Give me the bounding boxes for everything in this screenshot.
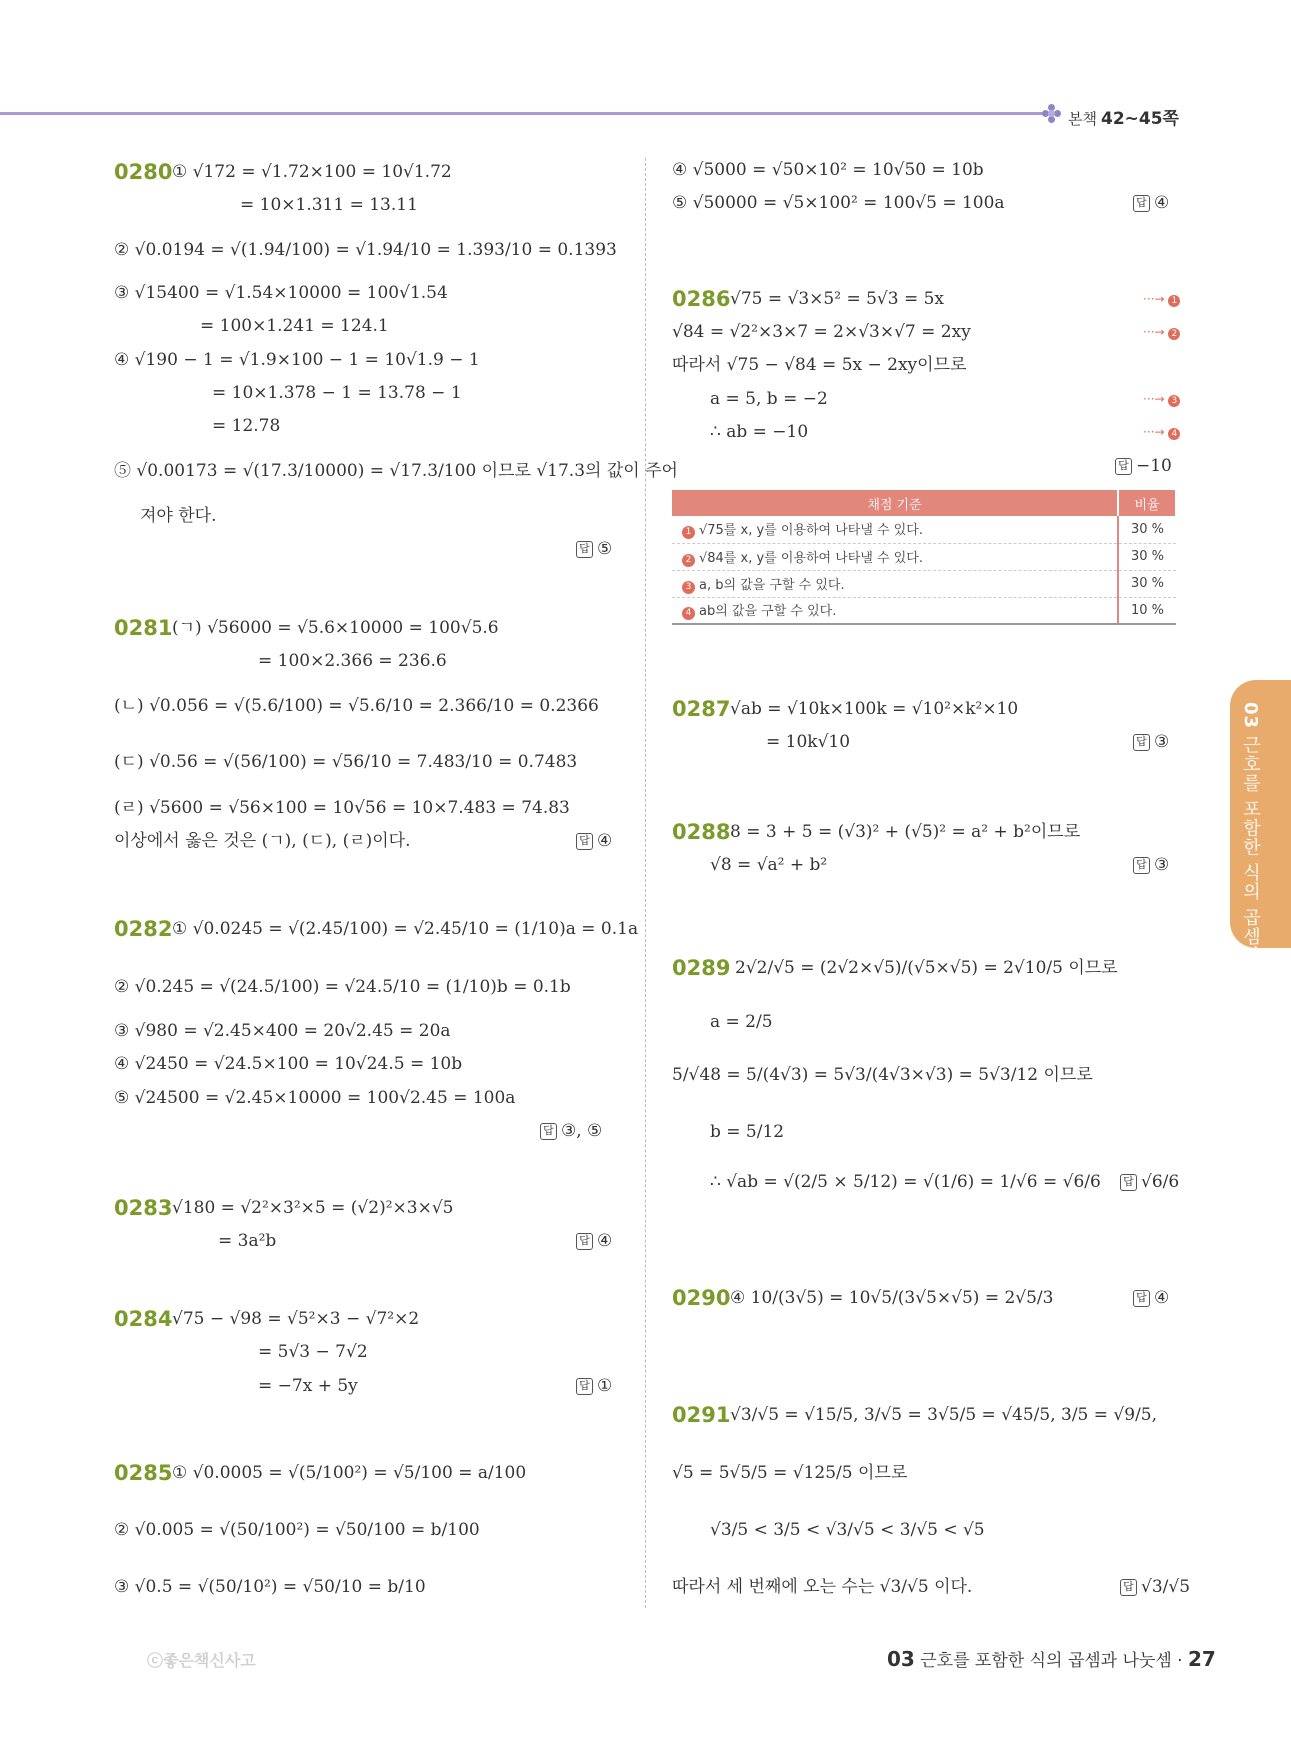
solution-line: ⑤ √24500 = √2.45×10000 = 100√2.45 = 100a xyxy=(114,1088,516,1108)
solution-line: = 100×2.366 = 236.6 xyxy=(258,651,447,671)
problem-number: 0291 xyxy=(672,1403,731,1427)
solution-line: = 10×1.378 − 1 = 13.78 − 1 xyxy=(212,383,462,403)
grading-header: 비율 xyxy=(1118,490,1176,516)
solution-line: = 5√3 − 7√2 xyxy=(258,1342,368,1362)
table-row: 4 ab의 값을 구할 수 있다. 10 % xyxy=(672,597,1176,624)
problem-number: 0281 xyxy=(114,616,173,640)
solution-line: ⑤ √0.00173 = √(17.3/10000) = √17.3/100 이므로 √17.3의 값이 주어 xyxy=(114,461,678,481)
solution-line: = 10k√10 xyxy=(766,732,851,752)
solution-line: = 12.78 xyxy=(212,416,281,436)
problem-number: 0289 xyxy=(672,956,731,980)
problem-number: 0280 xyxy=(114,160,173,184)
step-marker: ···→ 3 xyxy=(1143,392,1180,407)
solution-line: ② √0.245 = √(24.5/100) = √24.5/10 = (1/10)b = 0.1b xyxy=(114,977,571,997)
solution-line: = −7x + 5y xyxy=(258,1376,358,1396)
solution-line: ∴ ab = −10 xyxy=(710,422,809,442)
answer-mark: 답 ⑤ xyxy=(576,539,612,559)
solution-line: ① √0.0005 = √(5/100²) = √5/100 = a/100 xyxy=(172,1463,527,1483)
answer-mark: 답 −10 xyxy=(1115,456,1172,476)
solution-line: 이상에서 옳은 것은 (ㄱ), (ㄷ), (ㄹ)이다. xyxy=(114,831,411,851)
solution-line: ④ √190 − 1 = √1.9×100 − 1 = 10√1.9 − 1 xyxy=(114,350,480,370)
answer-mark: 답 √3/√5 xyxy=(1120,1577,1190,1597)
answer-mark: 답 ① xyxy=(576,1376,612,1396)
answer-mark: 답 ④ xyxy=(576,1231,612,1251)
answer-label: 답 xyxy=(1133,195,1150,212)
step-marker: ···→ 4 xyxy=(1143,425,1180,440)
table-row: 1 √75를 x, y를 이용하여 나타낼 수 있다. 30 % xyxy=(672,516,1176,543)
answer-mark: 답 ③ xyxy=(1133,855,1169,875)
answer-label: 답 xyxy=(576,1233,593,1250)
answer-label: 답 xyxy=(576,833,593,850)
problem-number: 0283 xyxy=(114,1196,173,1220)
table-row: 3 a, b의 값을 구할 수 있다. 30 % xyxy=(672,570,1176,597)
solution-line: (ㄹ) √5600 = √56×100 = 10√56 = 10×7.483 = 74.83 xyxy=(114,798,570,818)
solution-line: ④ 10/(3√5) = 10√5/(3√5×√5) = 2√5/3 xyxy=(730,1288,1054,1308)
solution-line: a = 5, b = −2 xyxy=(710,389,828,409)
solution-line: (ㄴ) √0.056 = √(5.6/100) = √5.6/10 = 2.366/10 = 0.2366 xyxy=(114,696,599,716)
solution-line: ④ √2450 = √24.5×100 = 10√24.5 = 10b xyxy=(114,1054,463,1074)
solution-line: ③ √980 = √2.45×400 = 20√2.45 = 20a xyxy=(114,1021,451,1041)
problem-number: 0287 xyxy=(672,697,731,721)
copyright: ⓒ좋은책신사고 xyxy=(147,1651,256,1670)
answer-mark: 답 ④ xyxy=(576,831,612,851)
problem-number: 0284 xyxy=(114,1307,173,1331)
flower-icon xyxy=(1042,104,1062,124)
solution-line: 따라서 √75 − √84 = 5x − 2xy이므로 xyxy=(672,355,967,375)
footer-chapter: 03 근호를 포함한 식의 곱셈과 나눗셈 · 27 xyxy=(887,1647,1216,1671)
table-row: 2 √84를 x, y를 이용하여 나타낼 수 있다. 30 % xyxy=(672,543,1176,570)
solution-line: 따라서 세 번째에 오는 수는 √3/√5 이다. xyxy=(672,1577,973,1597)
solution-line: a = 2/5 xyxy=(710,1012,773,1032)
solution-line: √3/√5 = √15/5, 3/√5 = 3√5/5 = √45/5, 3/5 = √9/5, xyxy=(730,1405,1158,1425)
solution-line: √75 = √3×5² = 5√3 = 5x xyxy=(730,289,945,309)
solution-line: 2√2/√5 = (2√2×√5)/(√5×√5) = 2√10/5 이므로 xyxy=(735,958,1118,978)
column-divider xyxy=(645,158,646,1608)
solution-line: ③ √0.5 = √(50/10²) = √50/10 = b/10 xyxy=(114,1577,426,1597)
answer-label: 답 xyxy=(1133,1290,1150,1307)
solution-line: ① √0.0245 = √(2.45/100) = √2.45/10 = (1/10)a = 0.1a xyxy=(172,919,639,939)
solution-line: √5 = 5√5/5 = √125/5 이므로 xyxy=(672,1463,908,1483)
answer-label: 답 xyxy=(1115,458,1132,475)
answer-label: 답 xyxy=(576,541,593,558)
problem-number: 0290 xyxy=(672,1286,731,1310)
solution-line: (ㄱ) √56000 = √5.6×10000 = 100√5.6 xyxy=(172,618,499,638)
answer-label: 답 xyxy=(540,1123,557,1140)
solution-line: b = 5/12 xyxy=(710,1122,785,1142)
solution-line: ∴ √ab = √(2/5 × 5/12) = √(1/6) = 1/√6 = √6/6 xyxy=(710,1172,1101,1192)
solution-line: √ab = √10k×100k = √10²×k²×10 xyxy=(730,699,1019,719)
answer-mark: 답 ④ xyxy=(1133,1288,1169,1308)
page-reference: 본책 42~45쪽 xyxy=(1068,109,1179,129)
answer-mark: 답 ③, ⑤ xyxy=(540,1121,602,1141)
solution-line: = 10×1.311 = 13.11 xyxy=(240,195,418,215)
answer-mark: 답 ③ xyxy=(1133,732,1169,752)
solution-line: ④ √5000 = √50×10² = 10√50 = 10b xyxy=(672,160,984,180)
chapter-side-tab: 03 근호를 포함한 식의 곱셈과 나눗셈 xyxy=(1230,680,1291,948)
solution-line: = 100×1.241 = 124.1 xyxy=(200,316,389,336)
solution-line: √180 = √2²×3²×5 = (√2)²×3×√5 xyxy=(172,1198,454,1218)
answer-mark: 답 √6/6 xyxy=(1120,1172,1179,1192)
answer-label: 답 xyxy=(1120,1174,1137,1191)
solution-line: ⑤ √50000 = √5×100² = 100√5 = 100a xyxy=(672,193,1005,213)
solution-line: √75 − √98 = √5²×3 − √7²×2 xyxy=(172,1309,420,1329)
step-marker: ···→ 2 xyxy=(1143,325,1180,340)
solution-line: ③ √15400 = √1.54×10000 = 100√1.54 xyxy=(114,283,448,303)
solution-line: = 3a²b xyxy=(218,1231,277,1251)
solution-line: 8 = 3 + 5 = (√3)² + (√5)² = a² + b²이므로 xyxy=(730,822,1081,842)
solution-line: √84 = √2²×3×7 = 2×√3×√7 = 2xy xyxy=(672,322,971,342)
solution-line: ② √0.0194 = √(1.94/100) = √1.94/10 = 1.393/10 = 0.1393 xyxy=(114,240,617,260)
grading-table xyxy=(672,490,1177,625)
answer-label: 답 xyxy=(576,1378,593,1395)
solution-line: √3/5 < 3/5 < √3/√5 < 3/√5 < √5 xyxy=(710,1520,985,1540)
problem-number: 0282 xyxy=(114,917,173,941)
answer-label: 답 xyxy=(1133,734,1150,751)
solution-line: ① √172 = √1.72×100 = 10√1.72 xyxy=(172,162,452,182)
step-marker: ···→ 1 xyxy=(1143,292,1180,307)
answer-label: 답 xyxy=(1120,1579,1137,1596)
answer-mark: 답 ④ xyxy=(1133,193,1169,213)
solution-line: (ㄷ) √0.56 = √(56/100) = √56/10 = 7.483/10 = 0.7483 xyxy=(114,752,578,772)
grading-header: 채점 기준 xyxy=(672,490,1118,516)
solution-line: √8 = √a² + b² xyxy=(710,855,828,875)
problem-number: 0288 xyxy=(672,820,731,844)
problem-number: 0286 xyxy=(672,287,731,311)
solution-line: ② √0.005 = √(50/100²) = √50/100 = b/100 xyxy=(114,1520,480,1540)
answer-label: 답 xyxy=(1133,857,1150,874)
header-rule xyxy=(0,112,1045,115)
solution-line: 5/√48 = 5/(4√3) = 5√3/(4√3×√3) = 5√3/12 이므로 xyxy=(672,1065,1093,1085)
solution-line: 져야 한다. xyxy=(140,506,217,526)
problem-number: 0285 xyxy=(114,1461,173,1485)
